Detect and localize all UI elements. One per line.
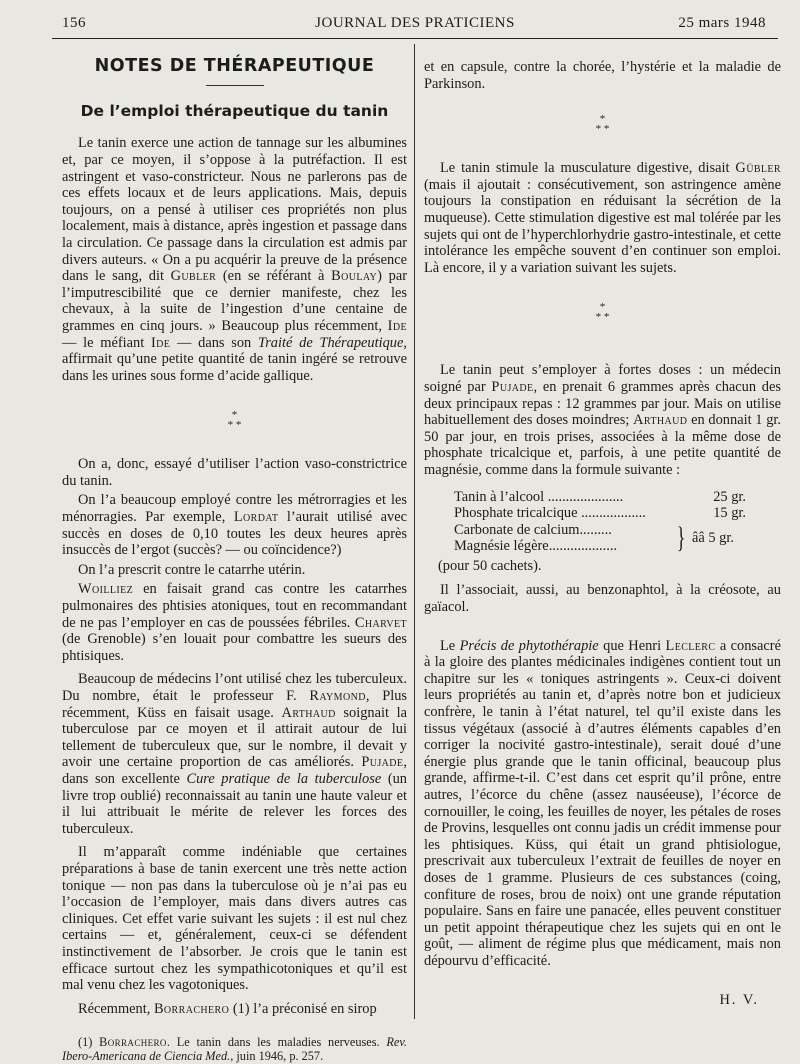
left-column bbox=[62, 54, 407, 1064]
paragraph-catarrh: On l’a prescrit contre le catarrhe utérin. bbox=[78, 561, 306, 578]
section-separator-2: * * * bbox=[595, 113, 610, 136]
book-title-traite: Traité de Thérapeutique bbox=[258, 334, 404, 351]
footnote: (1) Borrachero. Le tanin dans les maladies nerveuses. Rev. Ibero-Americana de Ciencia Med., juin 1946, p. 257. bbox=[62, 1035, 407, 1064]
author-gubler: Gubler bbox=[170, 268, 217, 285]
author-arthaud-2: Arthaud bbox=[633, 412, 688, 429]
formula-group: Carbonate de calcium......... Magnésie légère................... } ââ 5 gr. bbox=[454, 521, 734, 555]
author-charvet: Charvet bbox=[354, 614, 407, 631]
paragraph-associations: Il l’associait, aussi, au benzonaphtol, à la créosote, au gaïacol. bbox=[424, 582, 781, 616]
page-number: 156 bbox=[62, 15, 86, 31]
paragraph-intro: Le tanin exerce une action de tannage sur les albumines et, par ce moyen, il s’oppose à la putréfaction. Il est astringent et vaso-constricteur. Nous ne parlerons pas de ces effets locaux et de leurs applications. Mais, depuis toujours, on a pensé à utiliser ces propriétés non plus localement, mais à distance, après ingestion et passage dans la circulation. Ce passage dans la circulation est admis par divers auteurs. « On a pu acquérir la preuve de la présence dans le sang, dit Gubler (en se référant à Boulay) par l’imputrescibilité que ce dernier manifeste, chez les chevaux, à la suite de l’ingestion d’une centaine de grammes en cinq jours. » Beaucoup plus récemment, Ide — le méfiant Ide — dans son Traité de Thérapeutique, affirmait qu’une petite quantité de tanin ingéré se retrouve dans les urines sous forme d’acide gallique. bbox=[62, 135, 407, 384]
article-title: De l’emploi thérapeutique du tanin bbox=[80, 101, 389, 120]
right-column bbox=[424, 59, 781, 1008]
author-arthaud: Arthaud bbox=[281, 704, 336, 721]
section-title-rule bbox=[206, 85, 264, 86]
formula-note: (pour 50 cachets). bbox=[438, 557, 542, 574]
author-gubler-2: Gübler bbox=[735, 160, 781, 177]
formula-row: Phosphate tricalcique .................. 15 gr. bbox=[454, 505, 746, 522]
author-lordat: Lordat bbox=[233, 509, 279, 526]
author-signature: H. V. bbox=[719, 991, 759, 1008]
paragraph-digestive: Le tanin stimule la musculature digestive, disait Gübler (mais il ajoutait : consécutivement, son astringence amène toujours la constipation en réduisant la sécrétion de la muqueuse). Cette stimulation digestive est mal tolérée par les sujets qui ont de l’hyperchlorhydrie gastro-intestinale, et cette intolérance les empêche souvent d’en continuer son emploi. Là encore, il y a variation suivant les sujets. bbox=[424, 160, 781, 276]
column-divider bbox=[414, 44, 415, 1019]
section-separator: * * * bbox=[227, 409, 242, 432]
paragraph-doses: Le tanin peut s’employer à fortes doses : un médecin soigné par Pujade, en prenait 6 grammes après chacun des deux principaux repas : 12 grammes par jour. Mais on utilise habituellement des doses moindres; Arthaud en donnait 1 gr. 50 par jour, en trois prises, associées à la même dose de phosphate tricalcique et, parfois, à une petite quantité de magnésie, comme dans la formule suivante : bbox=[424, 362, 782, 478]
author-pujade: Pujade bbox=[361, 754, 404, 771]
section-title: NOTES DE THÉRAPEUTIQUE bbox=[94, 56, 375, 76]
author-ide: Ide bbox=[387, 317, 407, 334]
issue-date: 25 mars 1948 bbox=[678, 15, 766, 31]
paragraph-metrorrhagia: On l’a beaucoup employé contre les métrorragies et les ménorragies. Par exemple, Lordat l’aurait utilisé avec succès en doses de 0,10 toutes les deux heures après insuccès de l’ergot (succès? — ou coïncidence?) bbox=[62, 492, 408, 559]
paragraph-vasoconstrictive: On a, donc, essayé d’utiliser l’action vaso-constrictrice du tanin. bbox=[62, 456, 407, 489]
author-woilliez: Woilliez bbox=[78, 581, 134, 598]
brace-glyph: } bbox=[676, 521, 686, 555]
page-header bbox=[52, 12, 778, 39]
author-raymond: Raymond bbox=[309, 688, 366, 704]
author-boulay: Boulay bbox=[331, 268, 378, 285]
author-ide-2: Ide bbox=[150, 334, 171, 351]
journal-reference: Rev. Ibero-Americana de Ciencia Med. bbox=[62, 1035, 407, 1064]
section-separator-3: * * * bbox=[595, 301, 610, 324]
paragraph-borrachero: Récemment, Borrachero (1) l’a préconisé en sirop bbox=[78, 1000, 377, 1017]
journal-title: JOURNAL DES PRATICIENS bbox=[315, 15, 515, 31]
paragraph-sirop: et en capsule, contre la chorée, l’hystérie et la maladie de Parkinson. bbox=[424, 59, 781, 92]
author-pujade-2: Pujade bbox=[491, 378, 534, 395]
paragraph-leclerc: Le Précis de phytothérapie que Henri Leclerc a consacré à la gloire des plantes médicinales indigènes contient tout un chapitre sur les « toniques astringents ». Ceux-ci doivent leurs propriétés au tanin et, d’après notre bon et judicieux confrère, le tanin à l’état naturel, tel qu’il existe dans les tissus végétaux (associé à d’autres éléments capables d’en corriger la nocivité gastro-intestinale), serait doué d’une énergie plus grande que le tanin officinal, beaucoup plus grande, affirme-t-il. C’est dans cet esprit qu’il prône, entre autres, l’écorce du chêne (assez nauséeuse), l’écorce de cornouiller, le coing, les feuilles de noyer, les pétales de roses de Provins, lesquelles ont connu jadis un crédit immense pour les phtisiques. Küss, qui était un grand phtisiologue, prescrivait aux tuberculeux l’extrait de feuilles de noyer en doses de 1 gramme. Plusieurs de ces substances (coing, confiture de roses, brou de noix) ont une grande réputation populaire. Sans en faire une panacée, elles peuvent constituer un petit appoint thérapeutique chez les sujets qui en ont le goût, — aliment de régime plus que médicament, mais non dépourvu d’efficacité. bbox=[424, 637, 781, 969]
book-title-cure: Cure pratique de la tuberculose bbox=[186, 770, 382, 787]
paragraph-woilliez: Woilliez en faisait grand cas contre les catarrhes pulmonaires des phtisies atoniques, tout en recommandant de ne pas l’employer en cas de poussées fébriles. Charvet (de Grenoble) s’en louait pour combattre les sueurs des phtisiques. bbox=[62, 581, 407, 664]
formula-row: Tanin à l’alcool ..................... 25 gr. bbox=[454, 488, 746, 505]
author-borrachero: Borrachero bbox=[153, 1000, 230, 1017]
book-title-precis: Précis de phytothérapie bbox=[459, 637, 599, 654]
paragraph-tonic-action: Il m’apparaît comme indéniable que certaines préparations à base de tanin exercent une très nette action tonique — non pas dans la tuberculose où je n’ai pas eu l’occasion de l’employer, mais dans divers autres cas cliniques. Cet effet varie suivant les sujets : il est nul chez certains — et, généralement, ceux-ci se défendent instinctivement de l’absorber. Je crois que le tanin est efficace surtout chez les sympathicotoniques et qu’il est mal venu chez les vagotoniques. bbox=[62, 844, 407, 994]
paragraph-tuberculosis: Beaucoup de médecins l’ont utilisé chez les tuberculeux. Du nombre, était le professeur F. Raymond, Plus récemment, Küss en faisait usage. Arthaud soignait la tuberculose par ce moyen et il attirait autour de lui tellement de tuberculeux que, sur le nombre, il devait y avoir une certaine proportion de cas améliorés. Pujade, dans son excellente Cure pratique de la tuberculose (un livre trop oublié) reconnaissait au tanin une haute valeur et il lui attribuait le mérite de relever les forces des tuberculeux. bbox=[62, 671, 408, 837]
prescription-formula bbox=[438, 488, 781, 575]
author-leclerc: Leclerc bbox=[665, 637, 716, 654]
